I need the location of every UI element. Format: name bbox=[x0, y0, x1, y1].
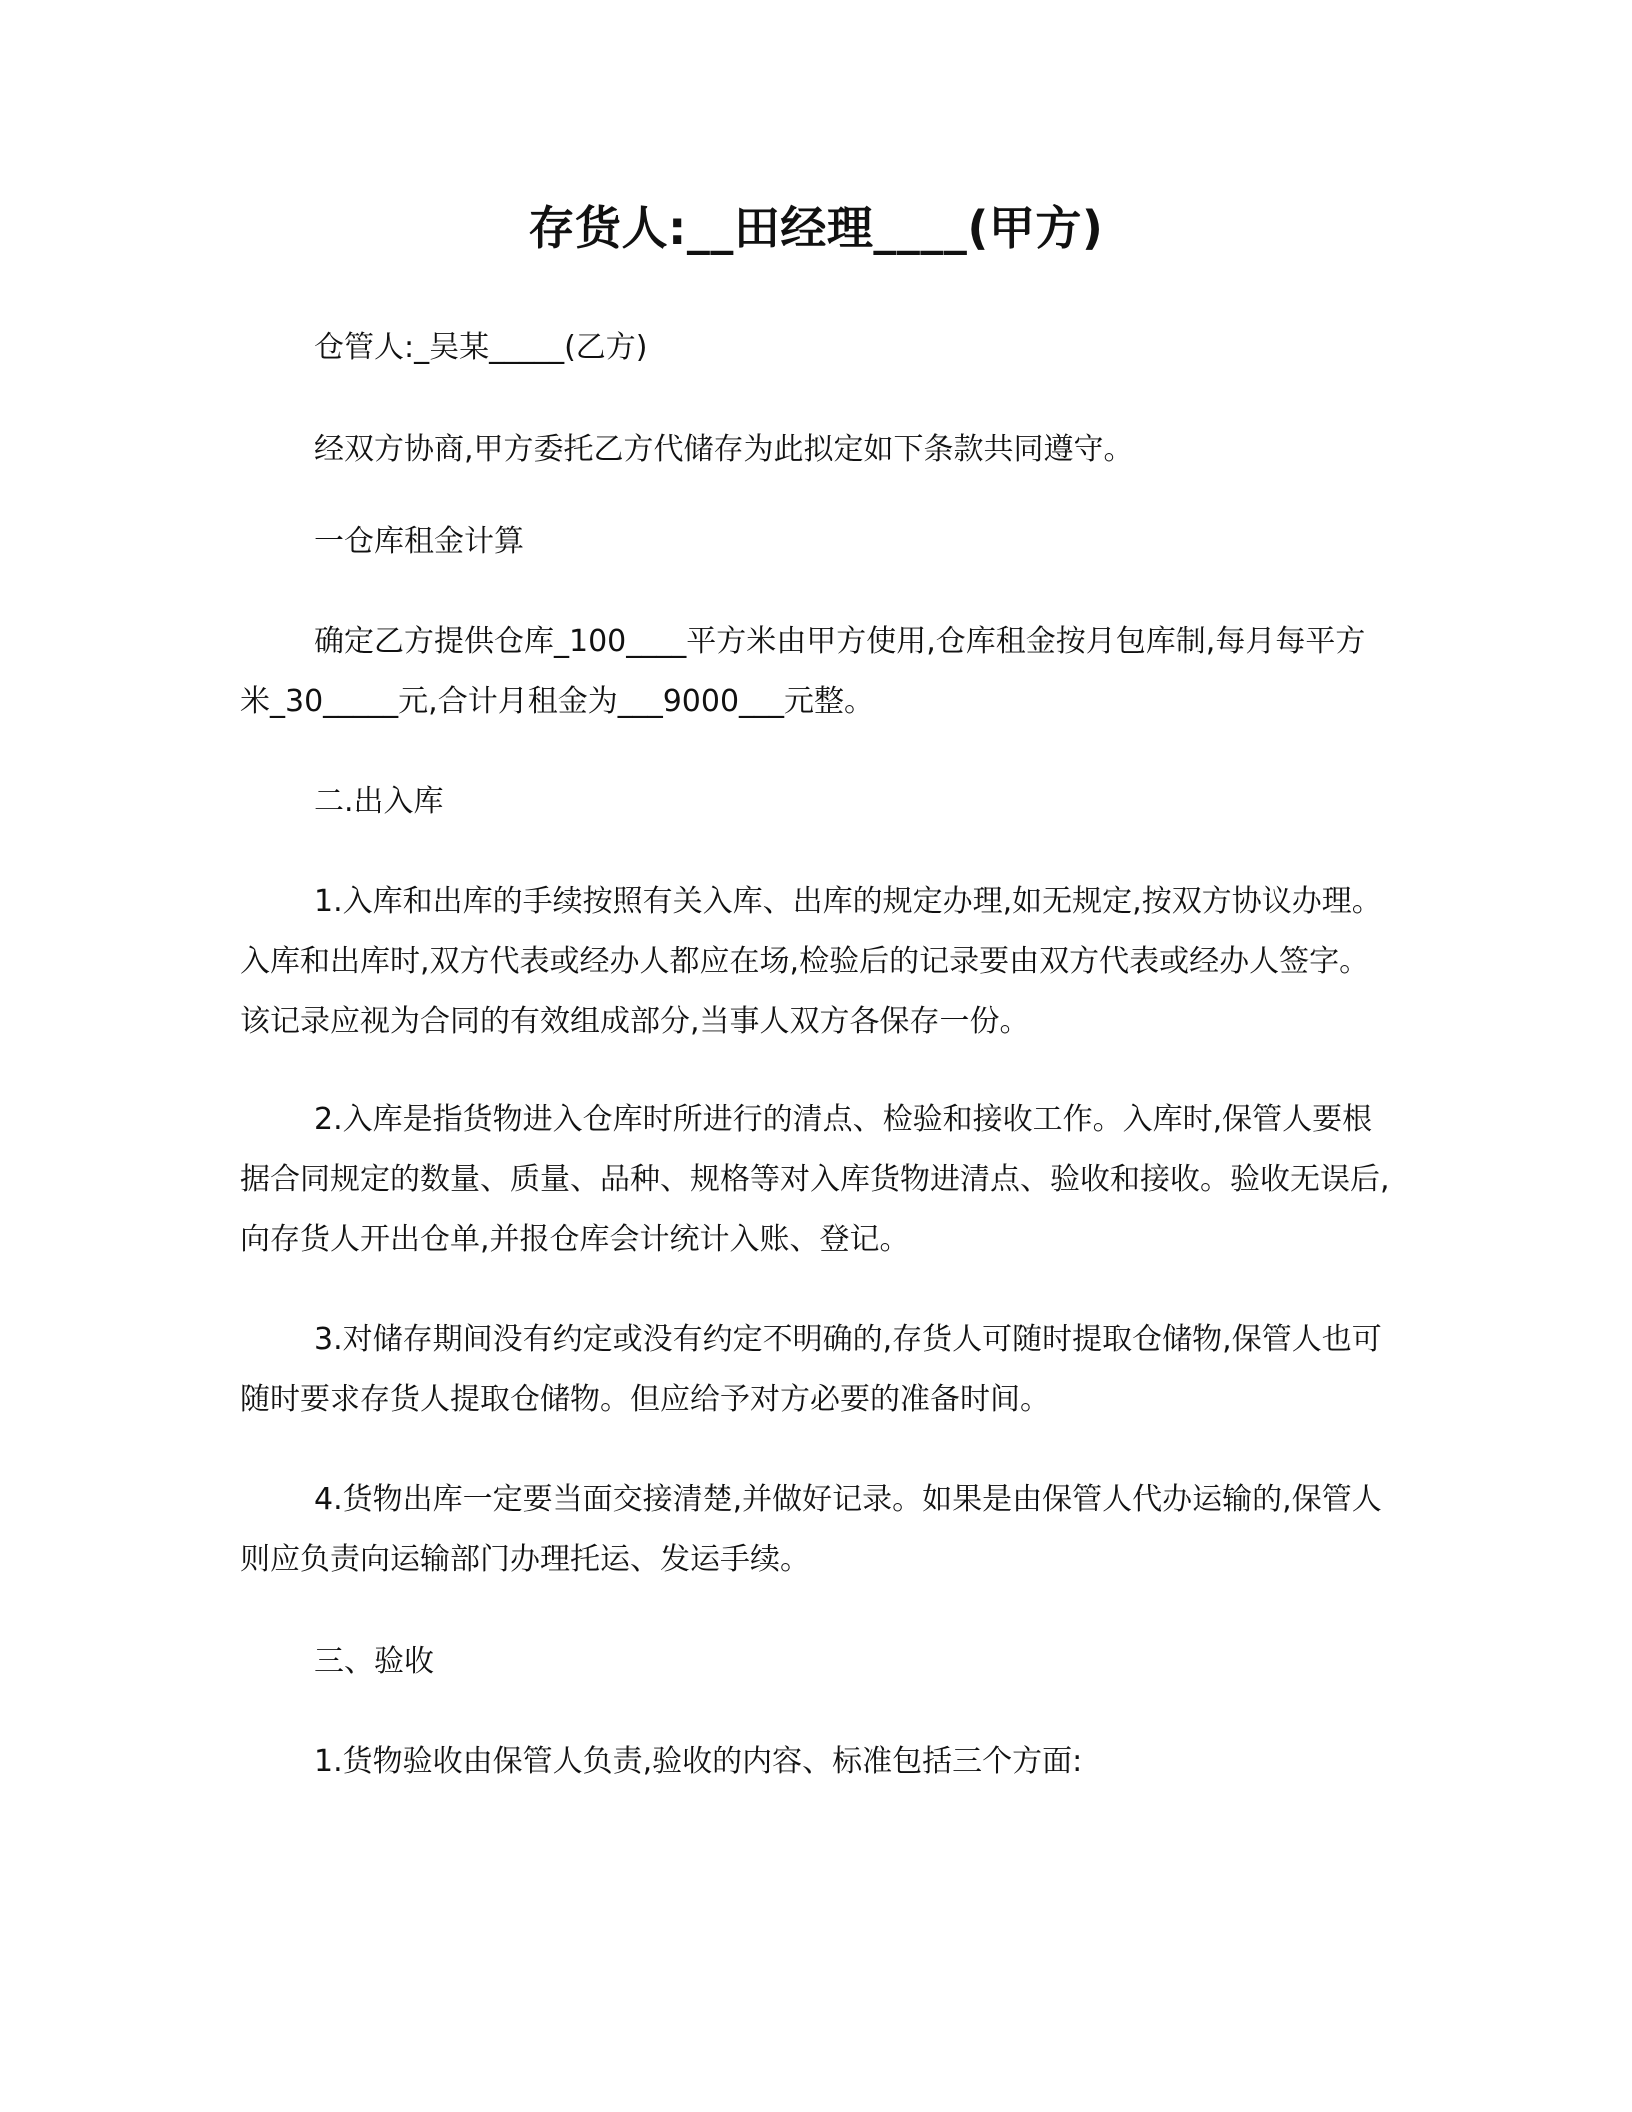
section-2-heading: 二.出入库 bbox=[314, 784, 444, 819]
intro-paragraph: 经双方协商,甲方委托乙方代储存为此拟定如下条款共同遵守。 bbox=[314, 432, 1134, 467]
section-1-heading: 一仓库租金计算 bbox=[314, 524, 524, 559]
section-2-item-1: 1.入库和出库的手续按照有关入库、出库的规定办理,如无规定,按双方协议办理。入库和出库时,双方代表或经办人都应在场,检验后的记录要由双方代表或经办人签字。该记录应视为合同的有效组成部分,当事人双方各保存一份。 bbox=[240, 884, 1382, 1039]
section-2-item-2: 2.入库是指货物进入仓库时所进行的清点、检验和接收工作。入库时,保管人要根据合同规定的数量、质量、品种、规格等对入库货物进清点、验收和接收。验收无误后,向存货人开出仓单,并报仓库会计统计入账、登记。 bbox=[240, 1102, 1390, 1257]
section-2-item-3: 3.对储存期间没有约定或没有约定不明确的,存货人可随时提取仓储物,保管人也可随时要求存货人提取仓储物。但应给予对方必要的准备时间。 bbox=[240, 1322, 1382, 1417]
section-1-text: 确定乙方提供仓库_100____平方米由甲方使用,仓库租金按月包库制,每月每平方米_30_____元,合计月租金为___9000___元整。 bbox=[240, 624, 1366, 719]
section-3-heading: 三、验收 bbox=[314, 1644, 434, 1679]
document-title: 存货人:__田经理____(甲方) bbox=[528, 201, 1104, 255]
section-3-item-1: 1.货物验收由保管人负责,验收的内容、标准包括三个方面: bbox=[314, 1744, 1083, 1779]
party-b-line: 仓管人:_吴某_____(乙方) bbox=[314, 330, 648, 365]
section-2-item-4: 4.货物出库一定要当面交接清楚,并做好记录。如果是由保管人代办运输的,保管人则应负责向运输部门办理托运、发运手续。 bbox=[240, 1482, 1382, 1577]
